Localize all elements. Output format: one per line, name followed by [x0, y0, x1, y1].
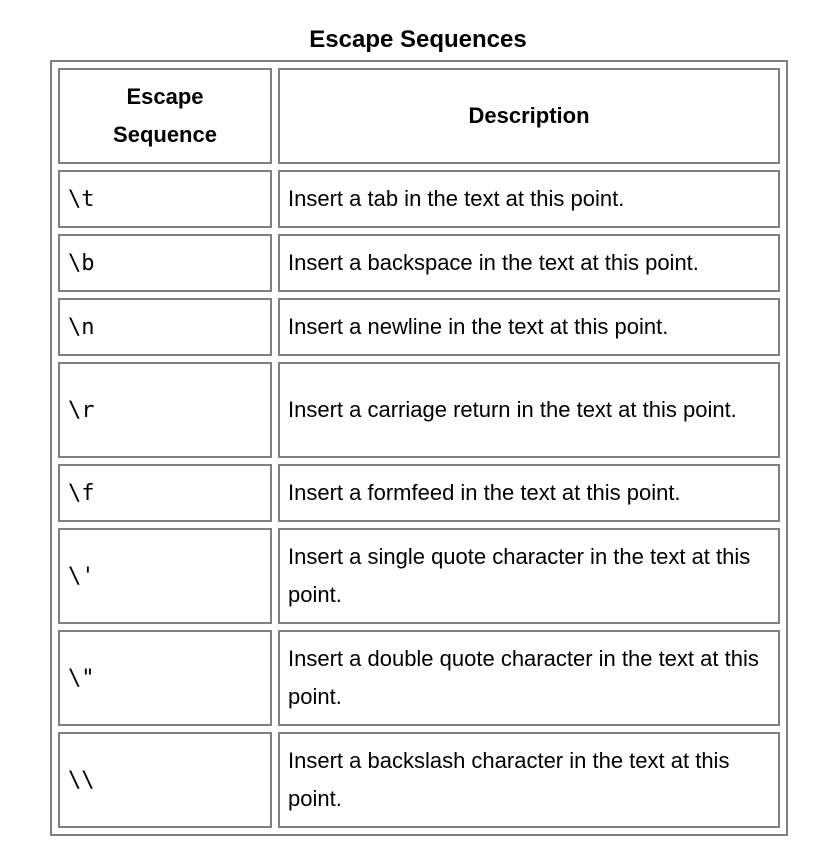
sequence-cell: \r	[58, 362, 272, 458]
table-row	[58, 362, 780, 458]
table-row	[58, 234, 780, 292]
description-cell: Insert a tab in the text at this point.	[278, 170, 780, 228]
table-row	[58, 630, 780, 726]
description-cell: Insert a carriage return in the text at this point.	[278, 362, 780, 458]
table-row	[58, 298, 780, 356]
sequence-cell: \\	[58, 732, 272, 828]
description-cell: Insert a backspace in the text at this point.	[278, 234, 780, 292]
header-row	[58, 68, 780, 164]
table-row	[58, 528, 780, 624]
table-row	[58, 732, 780, 828]
description-cell: Insert a formfeed in the text at this point.	[278, 464, 780, 522]
escape-sequences-table	[50, 60, 788, 836]
table-row	[58, 464, 780, 522]
sequence-cell: \t	[58, 170, 272, 228]
sequence-cell: \f	[58, 464, 272, 522]
header-description: Description	[278, 68, 780, 164]
header-escape-sequence: Escape Sequence	[58, 68, 272, 164]
description-cell: Insert a newline in the text at this point.	[278, 298, 780, 356]
sequence-cell: \'	[58, 528, 272, 624]
description-cell: Insert a backslash character in the text at this point.	[278, 732, 780, 828]
description-cell: Insert a double quote character in the text at this point.	[278, 630, 780, 726]
table	[58, 62, 780, 834]
description-cell: Insert a single quote character in the text at this point.	[278, 528, 780, 624]
table-row	[58, 170, 780, 228]
sequence-cell: \b	[58, 234, 272, 292]
sequence-cell: \n	[58, 298, 272, 356]
table-caption: Escape Sequences	[309, 26, 527, 53]
sequence-cell: \"	[58, 630, 272, 726]
